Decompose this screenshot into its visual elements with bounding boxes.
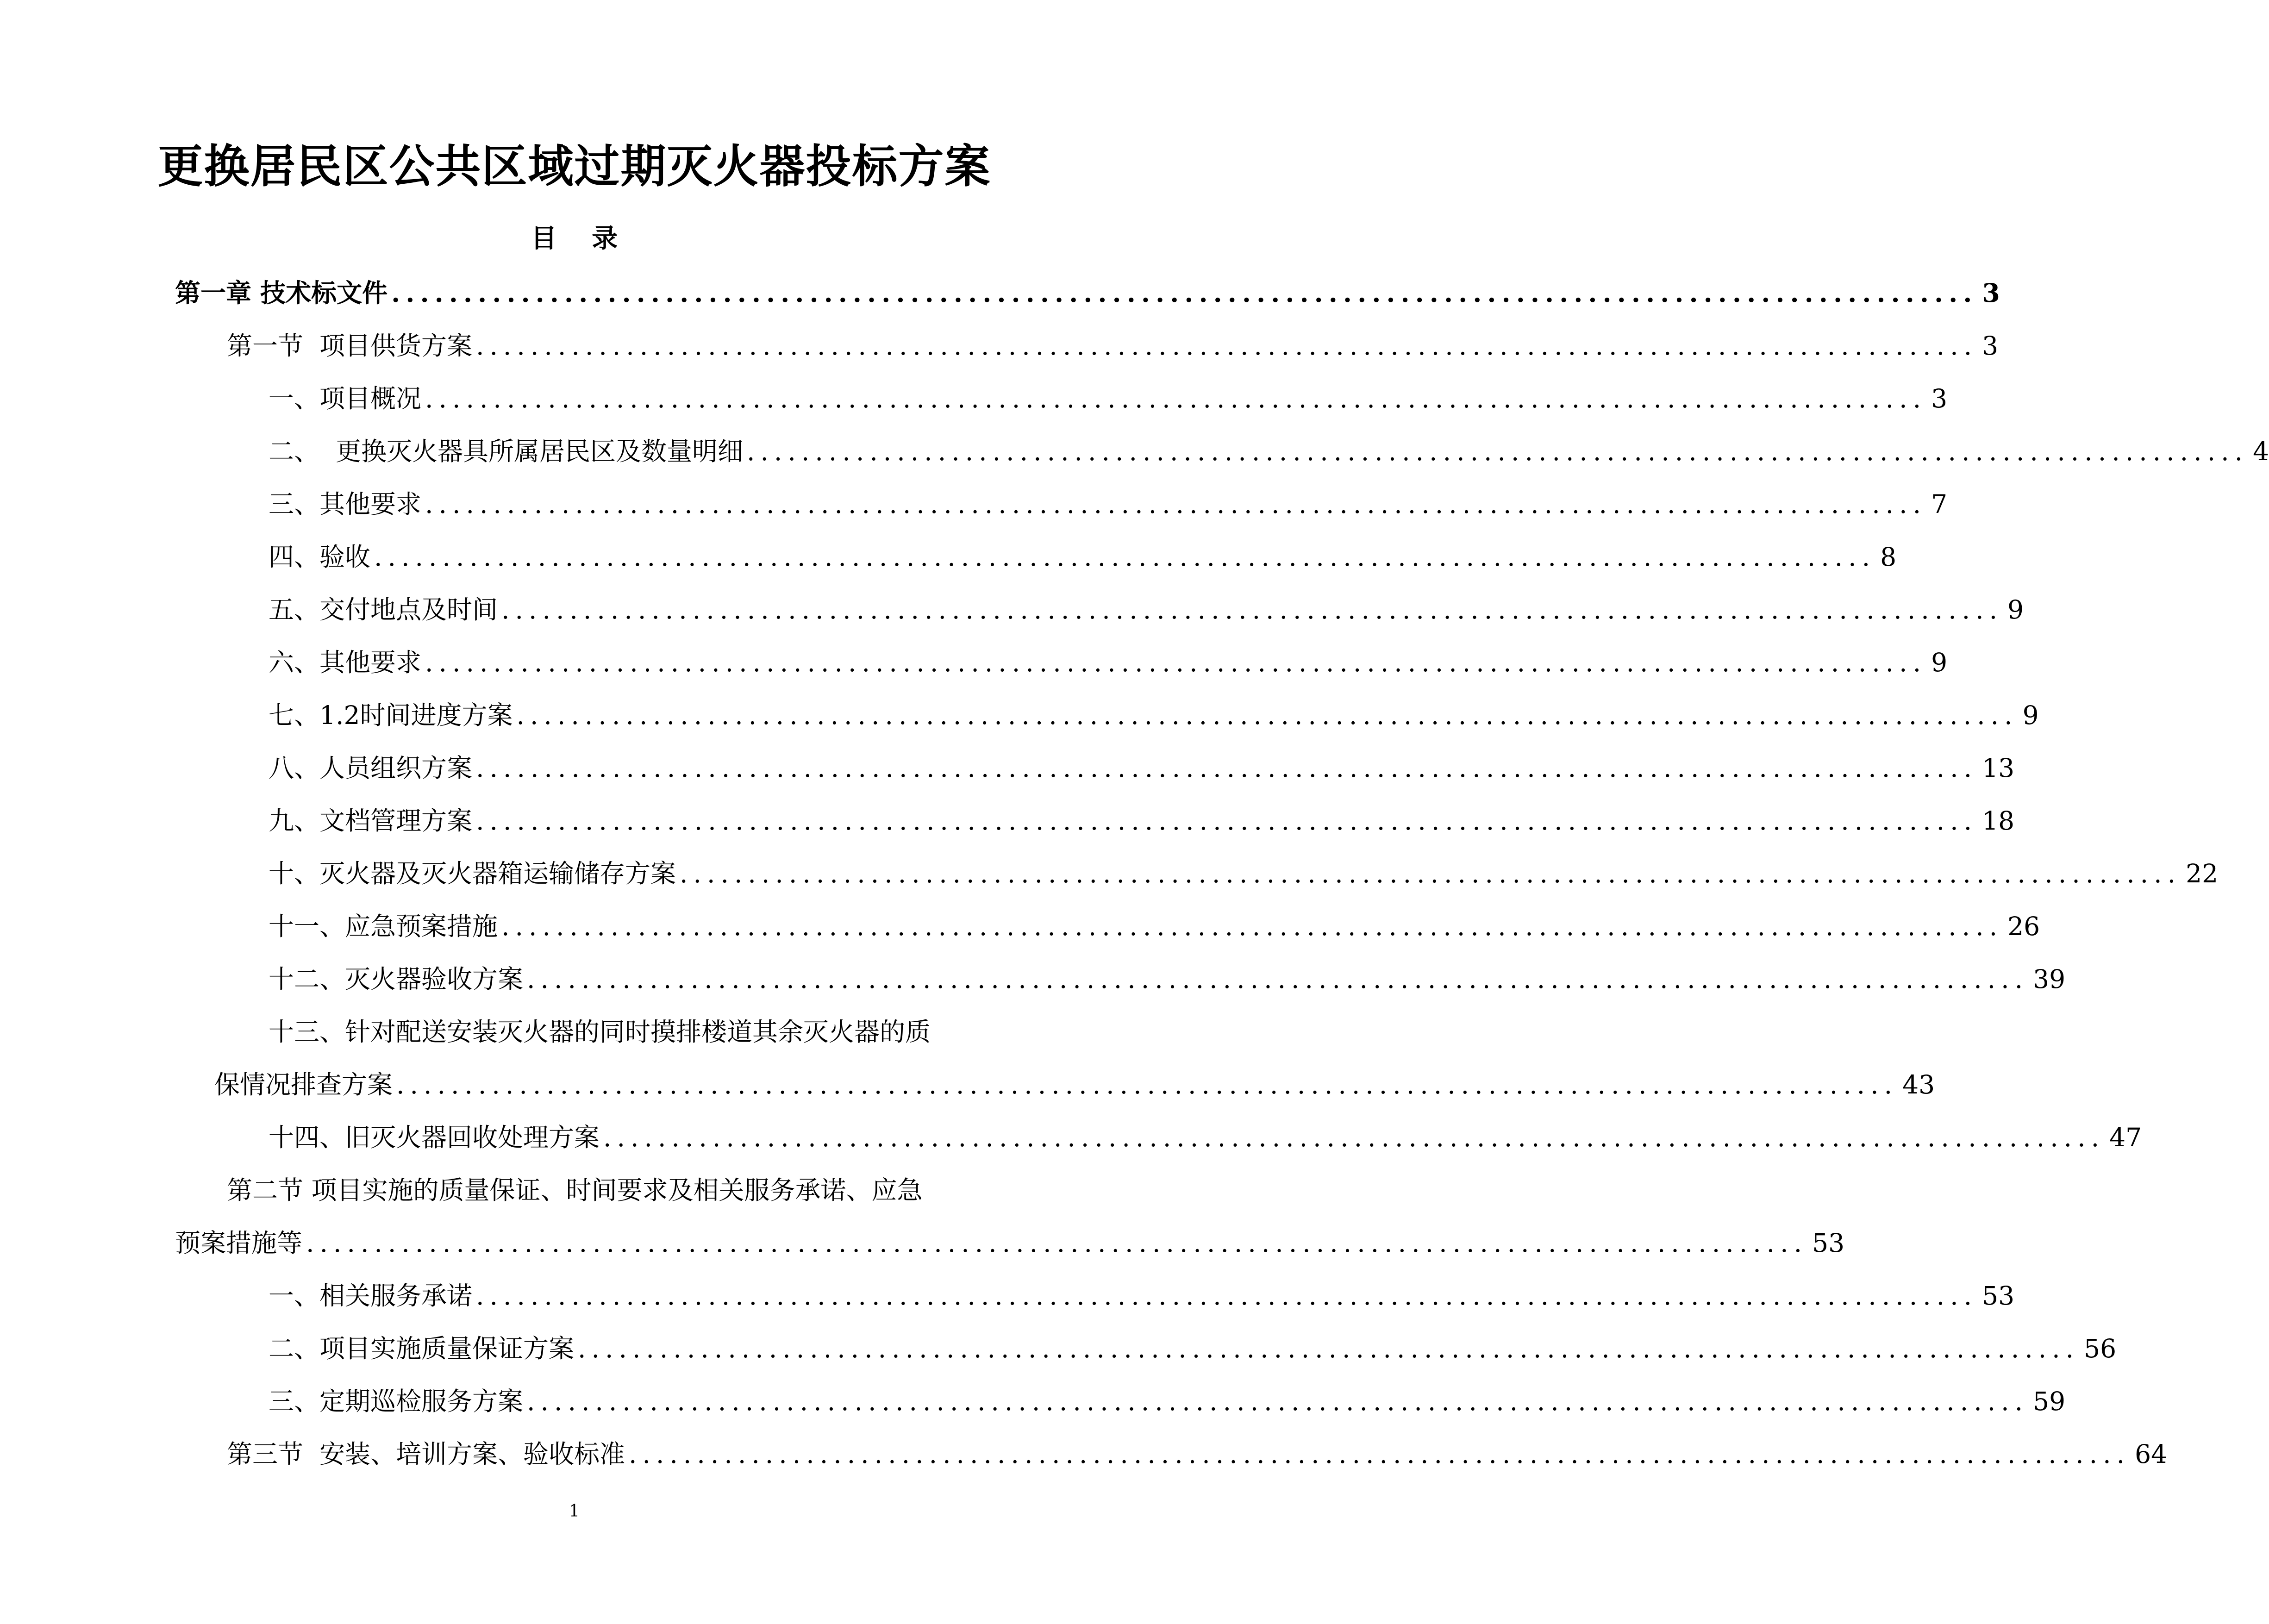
toc-entry-text: 预案措施等 — [175, 1228, 303, 1258]
toc-entry-section-2[interactable] — [175, 1224, 1845, 1262]
toc-entry-text: 十四、旧灭火器回收处理方案 — [269, 1123, 600, 1152]
toc-entry-page: 26 — [2007, 912, 2040, 941]
toc-entry-page: 56 — [2084, 1334, 2117, 1363]
toc-entry-text: 十二、灭火器验收方案 — [269, 964, 524, 994]
toc-entry-page: 4 — [2253, 437, 2269, 466]
toc-entry-text: 八、人员组织方案 — [269, 753, 473, 783]
toc-leader-dots: .............................................................................................................. — [476, 1281, 1978, 1311]
toc-entry-text: 第一节 项目供货方案 — [227, 331, 472, 361]
toc-entry-page: 43 — [1902, 1070, 1935, 1099]
toc-entry-text: 十、灭火器及灭火器箱运输储存方案 — [269, 859, 676, 888]
toc-heading: 目 录 — [531, 223, 631, 254]
toc-entry-page: 13 — [1982, 753, 2015, 783]
toc-entry-item[interactable] — [269, 855, 2219, 892]
toc-entry-item[interactable] — [269, 750, 2015, 787]
toc-leader-dots: .............................................................................................................. — [527, 1387, 2029, 1416]
toc-entry-item[interactable] — [269, 908, 2040, 945]
toc-leader-dots: .............................................................................................................. — [391, 278, 1978, 308]
document-title: 更换居民区公共区域过期灭火器投标方案 — [157, 140, 991, 193]
toc-entry-page: 59 — [2033, 1387, 2066, 1416]
toc-leader-dots: .............................................................................................................. — [603, 1123, 2105, 1152]
toc-entry-item[interactable] — [269, 802, 2015, 839]
toc-entry-page: 3 — [1982, 331, 1999, 361]
toc-leader-dots: .............................................................................................................. — [516, 700, 2018, 730]
toc-leader-dots: .............................................................................................................. — [501, 912, 2003, 941]
toc-entry-text: 保情况排查方案 — [214, 1070, 393, 1099]
toc-entry-page: 47 — [2109, 1123, 2142, 1152]
toc-entry-text: 十一、应急预案措施 — [269, 912, 498, 941]
toc-entry-section-2-line1[interactable]: 第二节 项目实施的质量保证、时间要求及相关服务承诺、应急 — [227, 1175, 923, 1205]
toc-entry-item[interactable] — [269, 591, 2024, 628]
toc-entry-page: 53 — [1982, 1281, 2015, 1311]
toc-leader-dots: .............................................................................................................. — [628, 1439, 2131, 1469]
toc-entry-item[interactable] — [269, 644, 1948, 681]
toc-leader-dots: .............................................................................................................. — [425, 489, 1927, 519]
toc-entry-item[interactable] — [269, 1277, 2015, 1314]
toc-entry-item[interactable] — [269, 486, 1948, 523]
toc-leader-dots: .............................................................................................................. — [425, 648, 1927, 677]
toc-entry-text: 三、定期巡检服务方案 — [269, 1387, 524, 1416]
toc-entry-text: 六、其他要求 — [269, 648, 422, 677]
toc-entry-text: 一、项目概况 — [269, 384, 422, 413]
toc-leader-dots: .............................................................................................................. — [527, 964, 2029, 994]
toc-entry-text: 第一章 技术标文件 — [175, 278, 388, 308]
toc-leader-dots: .............................................................................................................. — [306, 1228, 1808, 1258]
toc-entry-item[interactable] — [269, 961, 2066, 998]
toc-leader-dots: .............................................................................................................. — [475, 331, 1978, 361]
toc-entry-text: 九、文档管理方案 — [269, 806, 473, 836]
toc-entry-text: 三、其他要求 — [269, 489, 422, 519]
toc-entry-text: 五、交付地点及时间 — [269, 595, 498, 625]
toc-entry-page: 7 — [1931, 489, 1948, 519]
toc-entry-item[interactable] — [214, 1066, 1935, 1103]
toc-leader-dots: .............................................................................................................. — [476, 806, 1978, 836]
toc-leader-dots: .............................................................................................................. — [425, 384, 1927, 413]
toc-entry-text: 二、 更换灭火器具所属居民区及数量明细 — [269, 437, 743, 466]
toc-entry-page: 9 — [1931, 648, 1948, 677]
toc-entry-page: 3 — [1931, 384, 1948, 413]
toc-entry-page: 22 — [2186, 859, 2219, 888]
toc-entry-page: 8 — [1880, 542, 1897, 572]
toc-entry-text: 七、1.2时间进度方案 — [269, 700, 513, 730]
toc-entry-item[interactable] — [269, 380, 1948, 417]
toc-entry-section-3[interactable] — [227, 1436, 2168, 1473]
toc-entry-item[interactable] — [269, 433, 2269, 470]
toc-entry-text: 四、验收 — [269, 542, 371, 572]
toc-entry-item[interactable] — [269, 1119, 2142, 1156]
toc-entry-text: 第三节 安装、培训方案、验收标准 — [227, 1439, 625, 1469]
toc-entry-page: 18 — [1982, 806, 2015, 836]
toc-entry-page: 9 — [2007, 595, 2024, 625]
toc-entry-item[interactable] — [269, 1383, 2066, 1420]
toc-entry-item[interactable] — [269, 697, 2039, 734]
page-number: 1 — [569, 1502, 580, 1521]
toc-leader-dots: .............................................................................................................. — [501, 595, 2003, 625]
toc-leader-dots: .............................................................................................................. — [374, 542, 1876, 572]
toc-leader-dots: .............................................................................................................. — [396, 1070, 1898, 1099]
toc-leader-dots: .............................................................................................................. — [680, 859, 2181, 888]
toc-leader-dots: .............................................................................................................. — [476, 753, 1978, 783]
toc-entry-chapter-1[interactable] — [175, 275, 2000, 312]
toc-entry-text-line1[interactable]: 十三、针对配送安装灭火器的同时摸排楼道其余灭火器的质 — [269, 1017, 931, 1047]
toc-entry-page: 3 — [1982, 278, 2000, 308]
toc-entry-text: 二、项目实施质量保证方案 — [269, 1334, 575, 1363]
toc-entry-item[interactable] — [269, 538, 1897, 575]
toc-entry-section-1[interactable] — [227, 327, 1999, 364]
toc-entry-page: 39 — [2033, 964, 2066, 994]
toc-leader-dots: .............................................................................................................. — [746, 437, 2249, 466]
toc-entry-page: 53 — [1812, 1228, 1845, 1258]
toc-entry-text: 一、相关服务承诺 — [269, 1281, 473, 1311]
toc-leader-dots: .............................................................................................................. — [578, 1334, 2080, 1363]
toc-entry-item[interactable] — [269, 1330, 2117, 1367]
toc-entry-page: 64 — [2135, 1439, 2168, 1469]
toc-entry-page: 9 — [2022, 700, 2039, 730]
